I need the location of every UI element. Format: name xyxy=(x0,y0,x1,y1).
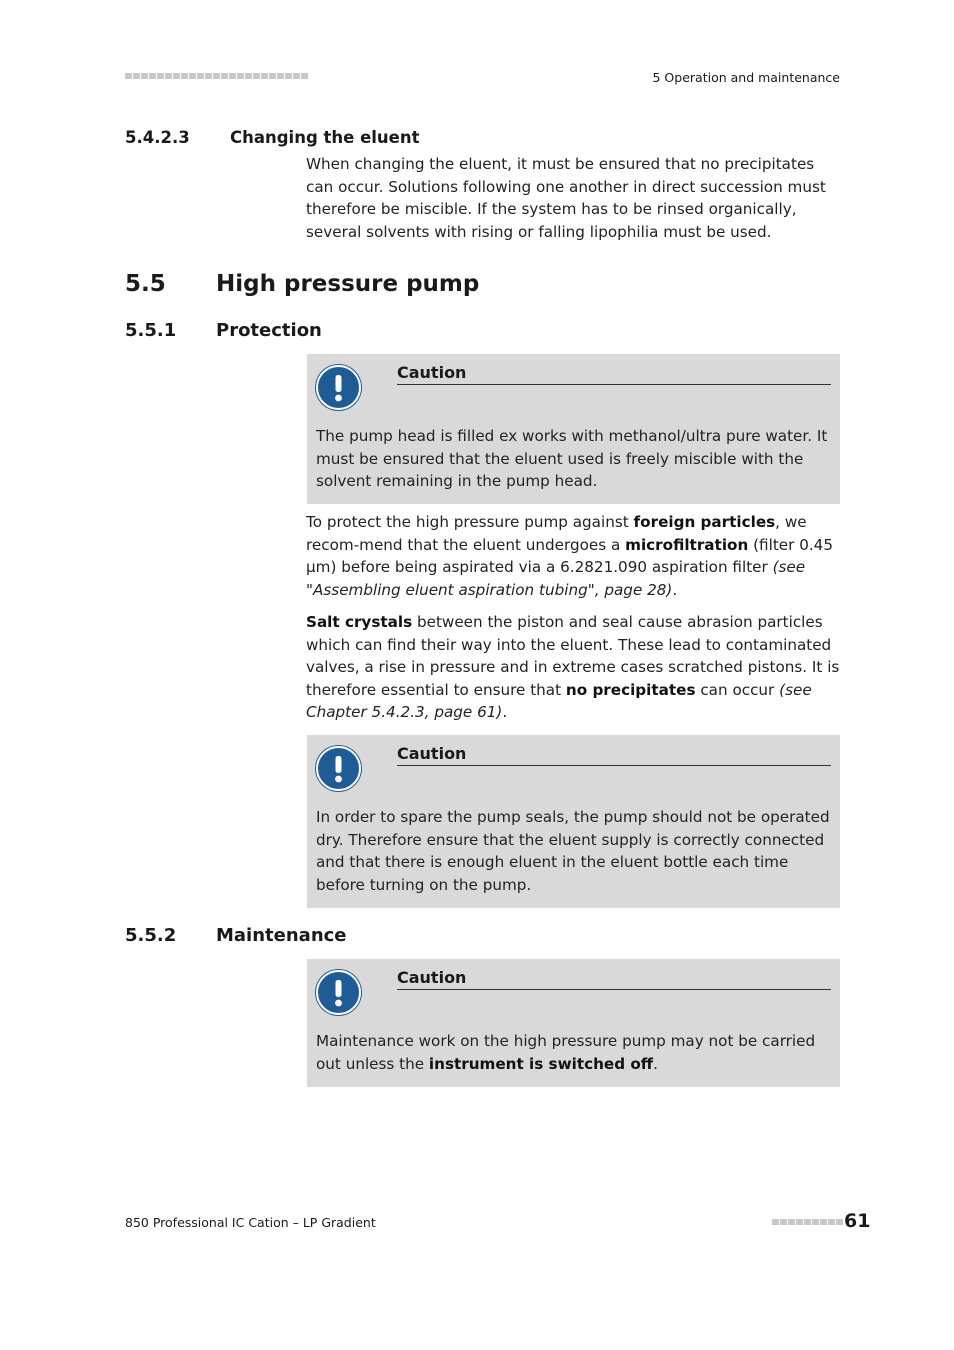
text-run: , we recom-mend that the eluent undergoes a xyxy=(306,513,807,554)
bold-text: Salt crystals xyxy=(306,613,413,631)
heading-5-4-2-3 xyxy=(125,128,420,147)
footer-decoration xyxy=(772,1219,843,1225)
header-chapter: 5 Operation and maintenance xyxy=(652,70,840,85)
text-run: . xyxy=(502,703,508,721)
text-run: (filter 0.45 µm) before being aspirated via a 6.2821.090 aspiration filter xyxy=(306,535,834,576)
exclamation-circle-icon xyxy=(316,746,361,791)
caution-text: The pump head is filled ex works with methanol/ultra pure water. It must be ensured that the eluent used is freely miscible with the solvent remaining in the pump head. xyxy=(316,427,828,490)
caution-box-pump-head xyxy=(307,354,840,504)
heading-5-5 xyxy=(125,271,479,297)
paragraph-foreign-particles xyxy=(306,511,842,601)
text-run: Maintenance work on the high pressure pump may not be carried out unless the xyxy=(316,1032,816,1073)
header-decoration xyxy=(125,73,308,79)
text-run: To protect the high pressure pump against xyxy=(306,513,634,531)
section-title: High pressure pump xyxy=(216,271,480,297)
caution-box-maintenance xyxy=(307,959,840,1087)
section-number: 5.4.2.3 xyxy=(125,128,190,147)
caution-title: Caution xyxy=(397,968,831,990)
text-run: can occur xyxy=(695,680,780,699)
footer-product: 850 Professional IC Cation – LP Gradient xyxy=(125,1215,376,1230)
caution-title: Caution xyxy=(397,744,831,766)
caution-box-pump-seals xyxy=(307,735,840,908)
page-number: 61 xyxy=(844,1210,871,1232)
bold-text: instrument is switched off xyxy=(428,1054,654,1073)
section-number: 5.5.1 xyxy=(125,320,177,341)
paragraph-changing-eluent: When changing the eluent, it must be ensured that no precipitates can occur. Solutions following one another in direct succession must therefore be miscible. If the system has to be rinsed organically, several solvents with rising or falling lipophilia must be used. xyxy=(306,155,826,241)
heading-5-5-2 xyxy=(125,925,347,946)
bold-text: microfiltration xyxy=(625,535,749,554)
paragraph-salt-crystals xyxy=(306,611,842,724)
section-number: 5.5 xyxy=(125,271,166,297)
section-title: Protection xyxy=(216,320,322,341)
cross-reference-link[interactable]: (see "Assembling eluent aspiration tubing", page 28) xyxy=(306,558,806,599)
caution-title: Caution xyxy=(397,363,831,385)
section-title: Changing the eluent xyxy=(230,128,420,147)
exclamation-circle-icon xyxy=(316,970,361,1015)
section-title: Maintenance xyxy=(216,925,347,946)
exclamation-circle-icon xyxy=(316,365,361,410)
bold-text: no precipitates xyxy=(565,680,696,699)
caution-text: In order to spare the pump seals, the pump should not be operated dry. Therefore ensure that the eluent supply is correctly connected and that there is enough eluent in the eluent bottle each time before turning on the pump. xyxy=(316,808,830,894)
heading-5-5-1 xyxy=(125,320,322,341)
text-run: . xyxy=(672,580,678,599)
text-run: between the piston and seal cause abrasion particles which can find their way into the eluent. These lead to contaminated valves, a rise in pressure and in extreme cases scratched pistons. It is therefore essential to ensure that xyxy=(306,613,840,699)
cross-reference-link[interactable]: (see Chapter 5.4.2.3, page 61) xyxy=(306,680,812,721)
bold-text: foreign particles xyxy=(633,513,776,531)
section-number: 5.5.2 xyxy=(125,925,177,946)
text-run: . xyxy=(653,1054,658,1073)
caution-text xyxy=(316,1030,836,1075)
